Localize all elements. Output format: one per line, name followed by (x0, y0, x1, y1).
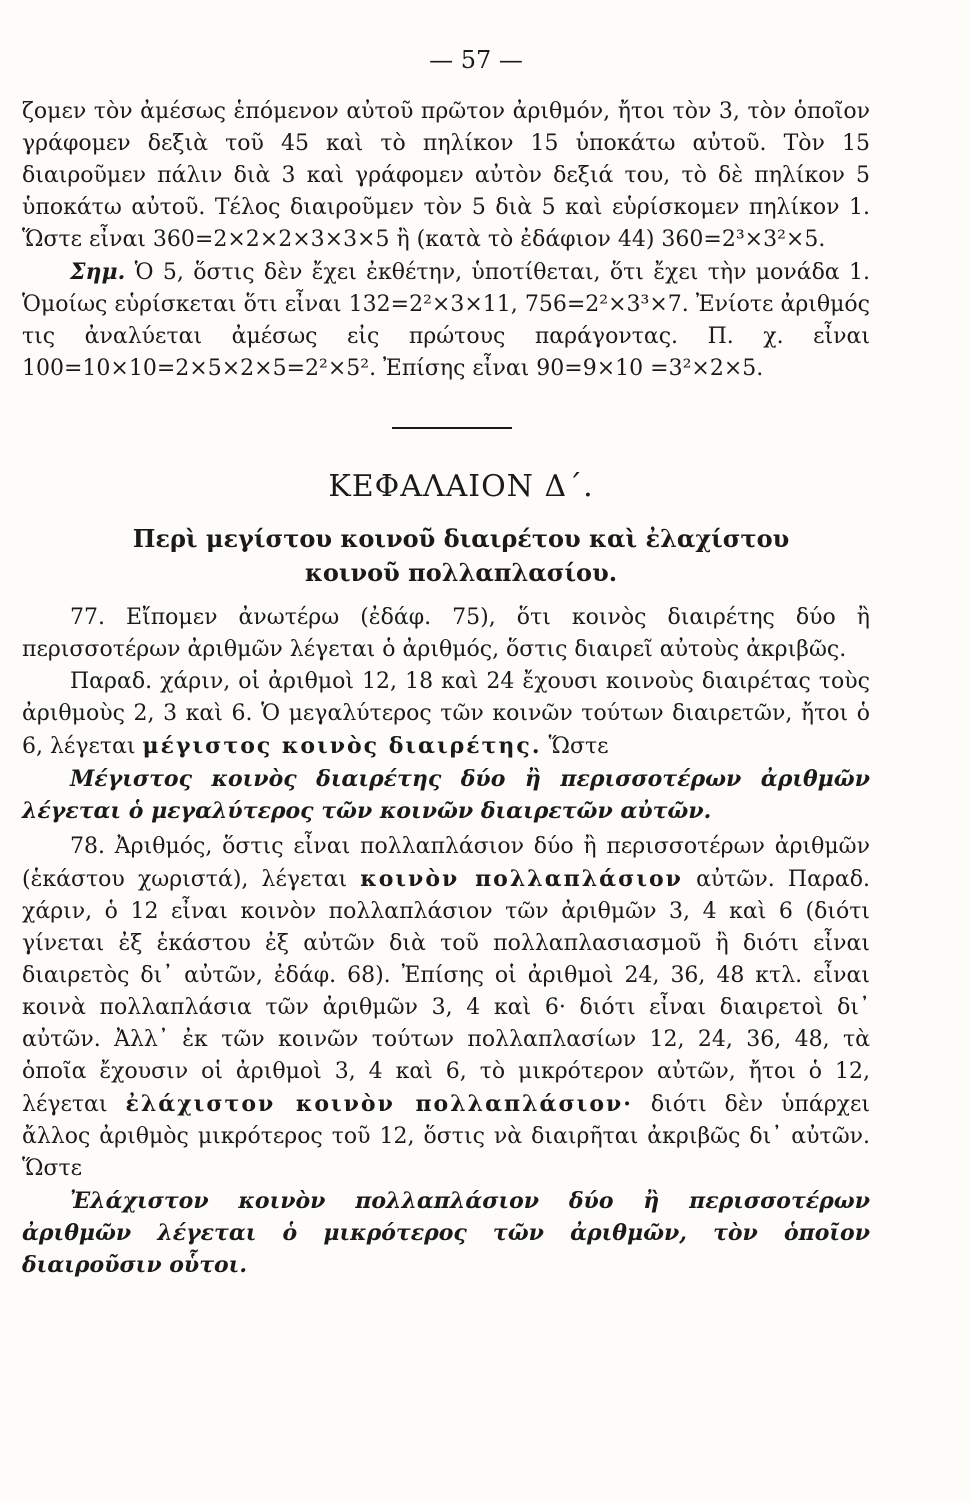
note-paragraph (22, 256, 870, 385)
note-text: Ὁ 5, ὅστις δὲν ἔχει ἐκθέτην, ὑποτίθεται, ὅτι ἔχει τὴν μονάδα 1. Ὁμοίως εὑρίσκεται ὅτι εἶναι 132=2²×3×11, 756=2²×3³×7. Ἐνίοτε ἀριθμός τις ἀναλύεται ἀμέσως εἰς πρώτους παράγοντας. Π. χ. εἶναι 100=10×10=2×5×2×5=2²×5². Ἐπίσης εἶναι 90=9×10 =3²×2×5. (22, 260, 870, 381)
section-78-text-mid: αὐτῶν. Παραδ. χάριν, ὁ 12 εἶναι κοινὸν πολλαπλάσιον τῶν ἀριθμῶν 3, 4 καὶ 6 (διότι γίνεται ἐξ ἑκάστου ἐξ αὐτῶν διὰ τοῦ πολλαπλασιασμοῦ ἢ διότι εἶναι διαιρετὸς δι᾿ αὐτῶν, ἐδάφ. 68). Ἐπίσης οἱ ἀριθμοὶ 24, 36, 48 κτλ. εἶναι κοινὰ πολλαπλάσια τῶν ἀριθμῶν 3, 4 καὶ 6· διότι εἶναι διαιρετοὶ δι᾿ αὐτῶν. Ἀλλ᾿ ἐκ τῶν κοινῶν τούτων πολλαπλασίων 12, 24, 36, 48, τὰ ὁποῖα ἔχουσιν οἱ ἀριθμοὶ 3, 4 καὶ 6, τὸ μικρότερον αὐτῶν, ἤτοι ὁ 12, λέγεται (22, 867, 870, 1117)
section-77-text: 77. Εἴπομεν ἀνωτέρω (ἐδάφ. 75), ὅτι κοινὸς διαιρέτης δύο ἢ περισσοτέρων ἀριθμῶν λέγεται ὁ ἀριθμός, ὅστις διαιρεῖ αὐτοὺς ἀκριβῶς. (22, 605, 870, 662)
section-78-text (22, 831, 870, 1185)
section-78-text-before: 78. Ἀριθμός, ὅστις εἶναι πολλαπλάσιον δύο ἢ περισσοτέρων ἀριθμῶν (ἑκάστου χωριστά), λέγεται (22, 834, 870, 892)
section-77-example-before: Παραδ. χάριν, οἱ ἀριθμοὶ 12, 18 καὶ 24 ἔχουσι κοινοὺς διαιρέτας τοὺς ἀριθμοὺς 2, 3 καὶ 6. Ὁ μεγαλύτερος τῶν κοινῶν τούτων διαιρετῶν, ἤτοι ὁ 6, λέγεται (22, 669, 870, 759)
chapter-subtitle-line-1: Περὶ μεγίστου κοινοῦ διαιρέτου καὶ ἐλαχίστου (132, 524, 790, 553)
chapter-subtitle (22, 522, 870, 590)
chapter-subtitle-line-2: κοινοῦ πολλαπλασίου. (304, 558, 618, 587)
definition-gcd: Μέγιστος κοινὸς διαιρέτης δύο ἢ περισσοτέρων ἀριθμῶν λέγεται ὁ μεγαλύτερος τῶν κοινῶν διαιρετῶν αὐτῶν. (22, 766, 870, 824)
definition-lcm: Ἐλάχιστον κοινὸν πολλαπλάσιον δύο ἢ περισσοτέρων ἀριθμῶν λέγεται ὁ μικρότερος τῶν ἀριθμῶν, τὸν ὁποῖον διαιροῦσιν οὗτοι. (22, 1188, 870, 1278)
section-77-example-after: Ὥστε (548, 734, 609, 759)
note-label: Σημ. (70, 259, 126, 285)
page-number: — 57 — (429, 46, 523, 74)
section-divider (392, 427, 512, 429)
term-greatest-common-divisor: μέγιστος κοινὸς διαιρέτης. (142, 733, 542, 759)
section-77-example (22, 666, 870, 763)
chapter-title: ΚΕΦΑΛΑΙΟΝ Δ΄. (328, 469, 594, 504)
section-78-text-after: διότι δὲν ὑπάρχει ἄλλος ἀριθμὸς μικρότερος τοῦ 12, ὅστις νὰ διαιρῆται ἀκριβῶς δι᾿ αὐτῶν. Ὥστε (22, 1092, 870, 1181)
intro-paragraph: ζομεν τὸν ἀμέσως ἑπόμενον αὐτοῦ πρῶτον ἀριθμόν, ἤτοι τὸν 3, τὸν ὁποῖον γράφομεν δεξιὰ τοῦ 45 καὶ τὸ πηλίκον 15 ὑποκάτω αὐτοῦ. Τὸν 15 διαιροῦμεν πάλιν διὰ 3 καὶ γράφομεν αὐτὸν δεξιά του, τὸ δὲ πηλίκον 5 ὑποκάτω αὐτοῦ. Τέλος διαιροῦμεν τὸν 5 διὰ 5 καὶ εὑρίσκομεν πηλίκον 1. Ὥστε εἶναι 360=2×2×2×3×3×5 ἢ (κατὰ τὸ ἐδάφιον 44) 360=2³×3²×5. (22, 99, 870, 252)
term-least-common-multiple: ἐλάχιστον κοινὸν πολλαπλάσιον· (125, 1091, 633, 1117)
term-common-multiple: κοινὸν πολλαπλάσιον (360, 866, 683, 892)
